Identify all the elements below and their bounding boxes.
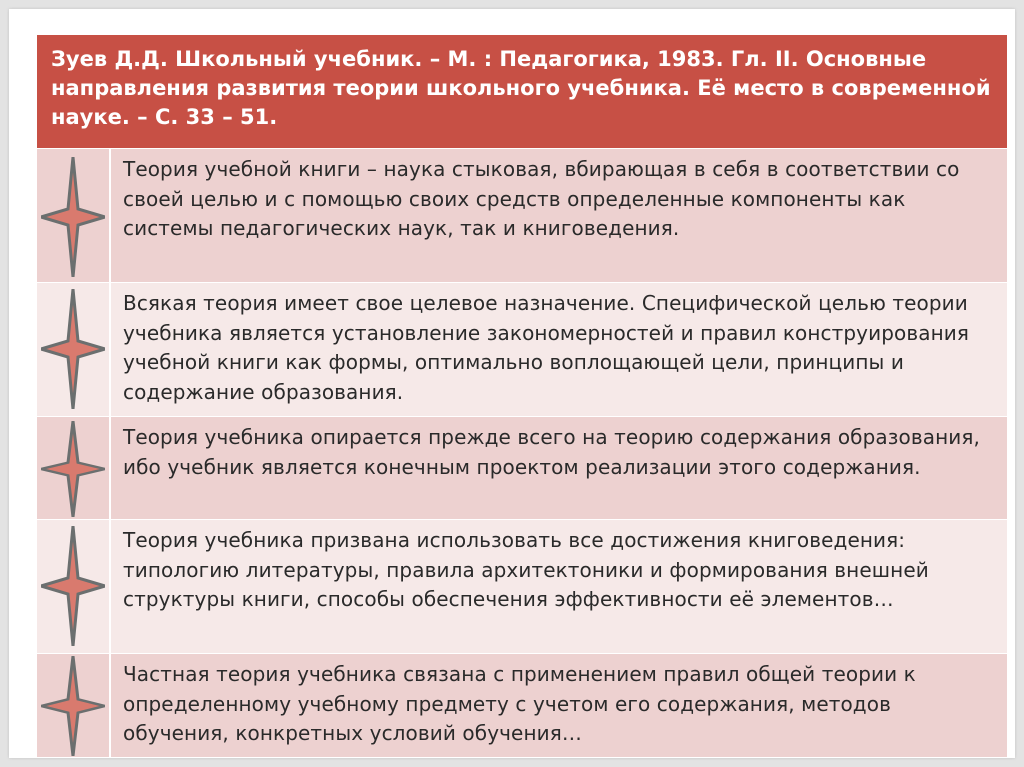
table-row [37,148,1007,282]
row-text-cell [109,654,1007,757]
table-row [37,653,1007,757]
row-icon-cell [37,417,109,519]
row-text-cell [109,417,1007,519]
table-row [37,282,1007,416]
row-icon-cell [37,149,109,282]
header-citation-text: Зуев Д.Д. Школьный учебник. – М. : Педагогика, 1983. Гл. II. Основные направления развития теории школьного учебника. Её место в современной науке. – С. 33 – 51. [51,47,991,129]
row-text-cell [109,283,1007,416]
row-text: Всякая теория имеет свое целевое назначение. Специфической целью теории учебника является установление закономерностей и правил конструирования учебной книги как формы, оптимально воплощающей цели, принципы и содержание образования. [123,291,969,404]
row-text: Теория учебника опирается прежде всего на теорию содержания образования, ибо учебник является конечным проектом реализации этого содержания. [123,425,980,479]
four-point-star-icon [41,656,105,756]
table-row [37,416,1007,519]
row-text: Теория учебника призвана использовать все достижения книговедения: типологию литературы, правила архитектоники и формирования внешней структуры книги, способы обеспечения эффективности её элементов… [123,528,929,611]
slide [9,9,1015,758]
four-point-star-icon [41,157,105,277]
row-icon-cell [37,520,109,653]
row-text-cell [109,149,1007,282]
table-row [37,519,1007,653]
row-text: Частная теория учебника связана с применением правил общей теории к определенному учебному предмету с учетом его содержания, методов обучения, конкретных условий обучения… [123,662,916,745]
row-text-cell [109,520,1007,653]
four-point-star-icon [41,289,105,409]
table-header [37,35,1007,148]
row-icon-cell [37,654,109,757]
four-point-star-icon [41,421,105,517]
four-point-star-icon [41,526,105,646]
row-icon-cell [37,283,109,416]
row-text: Теория учебной книги – наука стыковая, вбирающая в себя в соответствии со своей целью и с помощью своих средств определенные компоненты как системы педагогических наук, так и книговедения. [123,157,960,240]
